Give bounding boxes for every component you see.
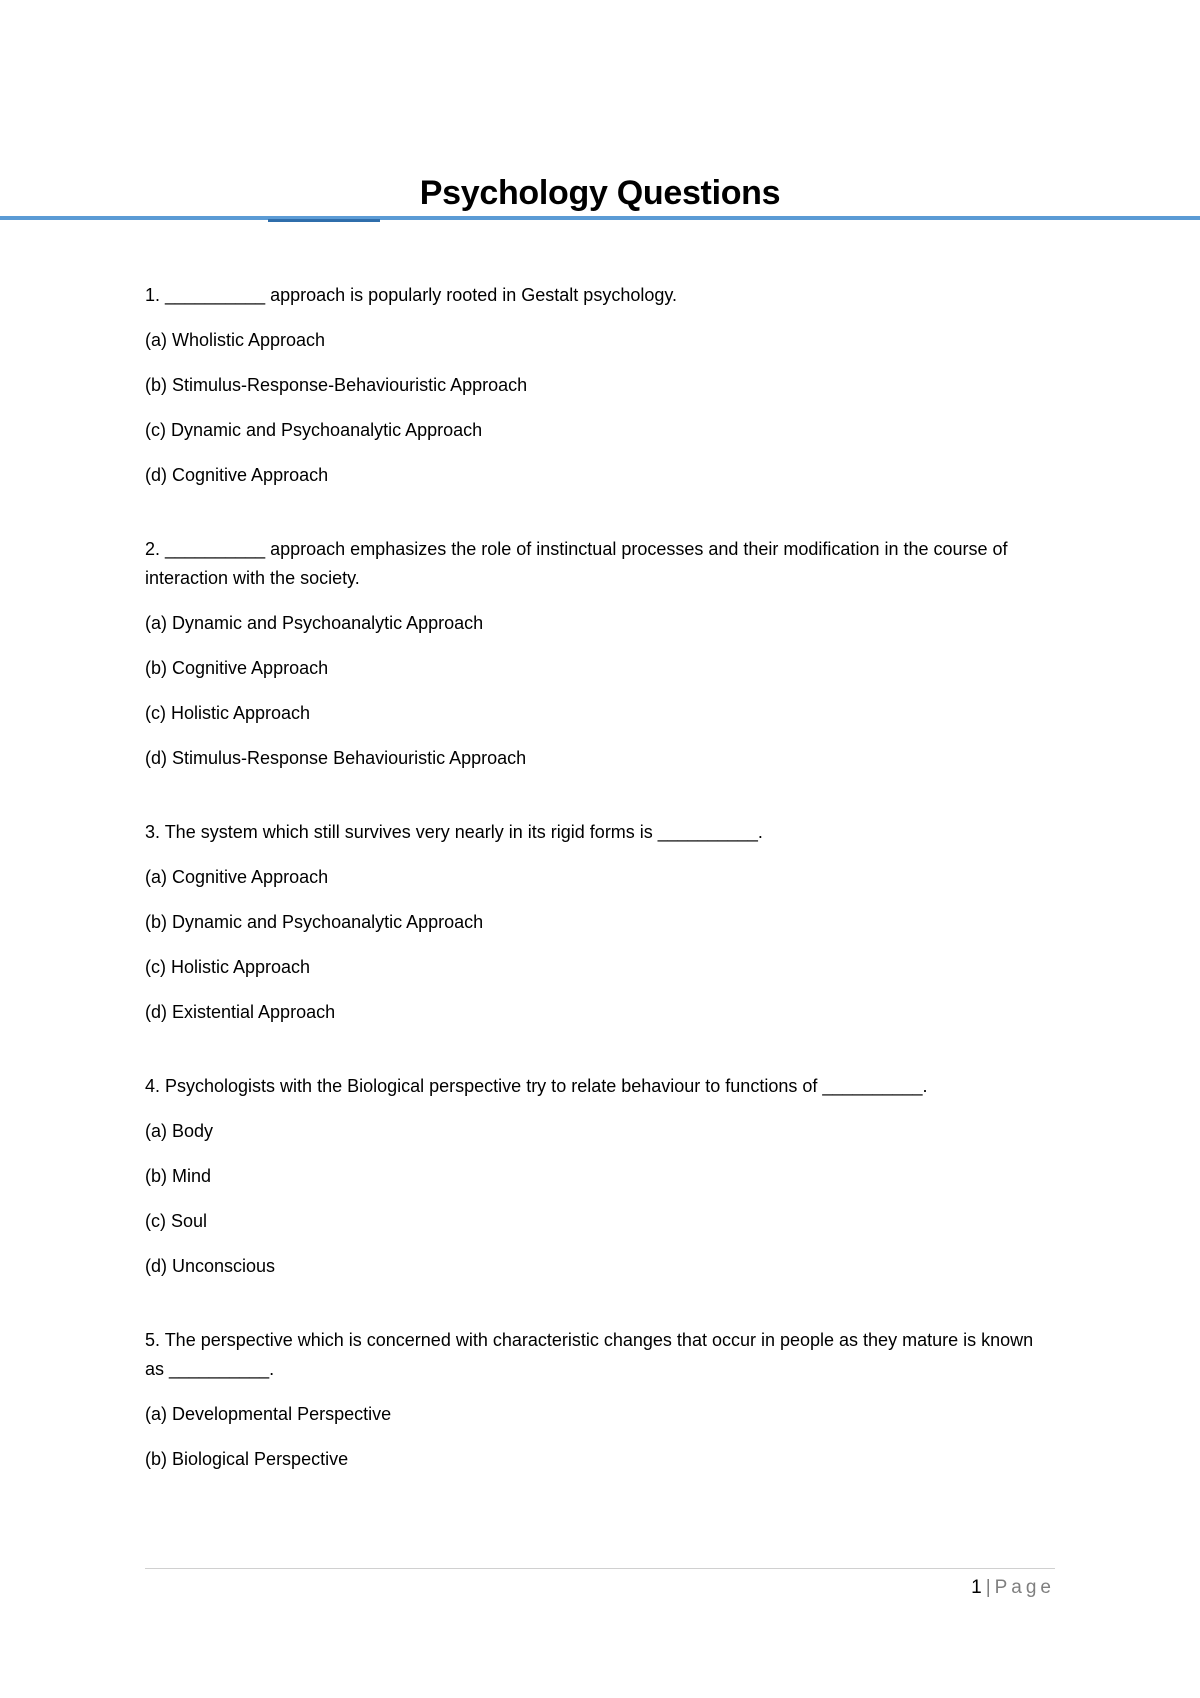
option-c: (c) Dynamic and Psychoanalytic Approach — [145, 420, 483, 440]
option-b: (b) Biological Perspective — [145, 1449, 349, 1469]
option-c: (c) Soul — [145, 1211, 208, 1231]
option-b: (b) Cognitive Approach — [145, 658, 329, 678]
option-a: (a) Developmental Perspective — [145, 1404, 392, 1424]
option-b: (b) Stimulus-Response-Behaviouristic Approach — [145, 375, 528, 395]
question-text: 2. __________ approach emphasizes the role of instinctual processes and their modification in the course of interaction with the society. — [145, 539, 1008, 588]
question-2 — [145, 535, 1045, 773]
option-d: (d) Unconscious — [145, 1256, 276, 1276]
question-text: 4. Psychologists with the Biological perspective try to relate behaviour to functions of __________. — [145, 1076, 928, 1096]
option-b: (b) Mind — [145, 1166, 212, 1186]
page-footer — [971, 1574, 1055, 1602]
question-text: 3. The system which still survives very nearly in its rigid forms is __________. — [145, 822, 763, 842]
option-b: (b) Dynamic and Psychoanalytic Approach — [145, 912, 484, 932]
question-4 — [145, 1072, 1045, 1281]
page-number: 1 — [971, 1577, 982, 1598]
option-a: (a) Dynamic and Psychoanalytic Approach — [145, 613, 484, 633]
option-d: (d) Existential Approach — [145, 1002, 336, 1022]
option-c: (c) Holistic Approach — [145, 703, 311, 723]
option-d: (d) Stimulus-Response Behaviouristic Approach — [145, 748, 527, 768]
page-title: Psychology Questions — [419, 173, 781, 212]
question-list — [145, 281, 1045, 1519]
footer-separator: | — [985, 1577, 991, 1598]
title-underline — [0, 216, 1200, 220]
footer-divider — [145, 1568, 1055, 1569]
option-a: (a) Wholistic Approach — [145, 330, 326, 350]
question-text: 5. The perspective which is concerned with characteristic changes that occur in people as they mature is known as __________. — [145, 1330, 1034, 1379]
option-c: (c) Holistic Approach — [145, 957, 311, 977]
option-a: (a) Body — [145, 1121, 214, 1141]
option-d: (d) Cognitive Approach — [145, 465, 329, 485]
question-text: 1. __________ approach is popularly rooted in Gestalt psychology. — [145, 285, 678, 305]
page-label: Page — [994, 1577, 1055, 1598]
question-5 — [145, 1326, 1045, 1474]
question-1 — [145, 281, 1045, 490]
title-underline-accent — [268, 219, 380, 222]
question-3 — [145, 818, 1045, 1027]
option-a: (a) Cognitive Approach — [145, 867, 329, 887]
